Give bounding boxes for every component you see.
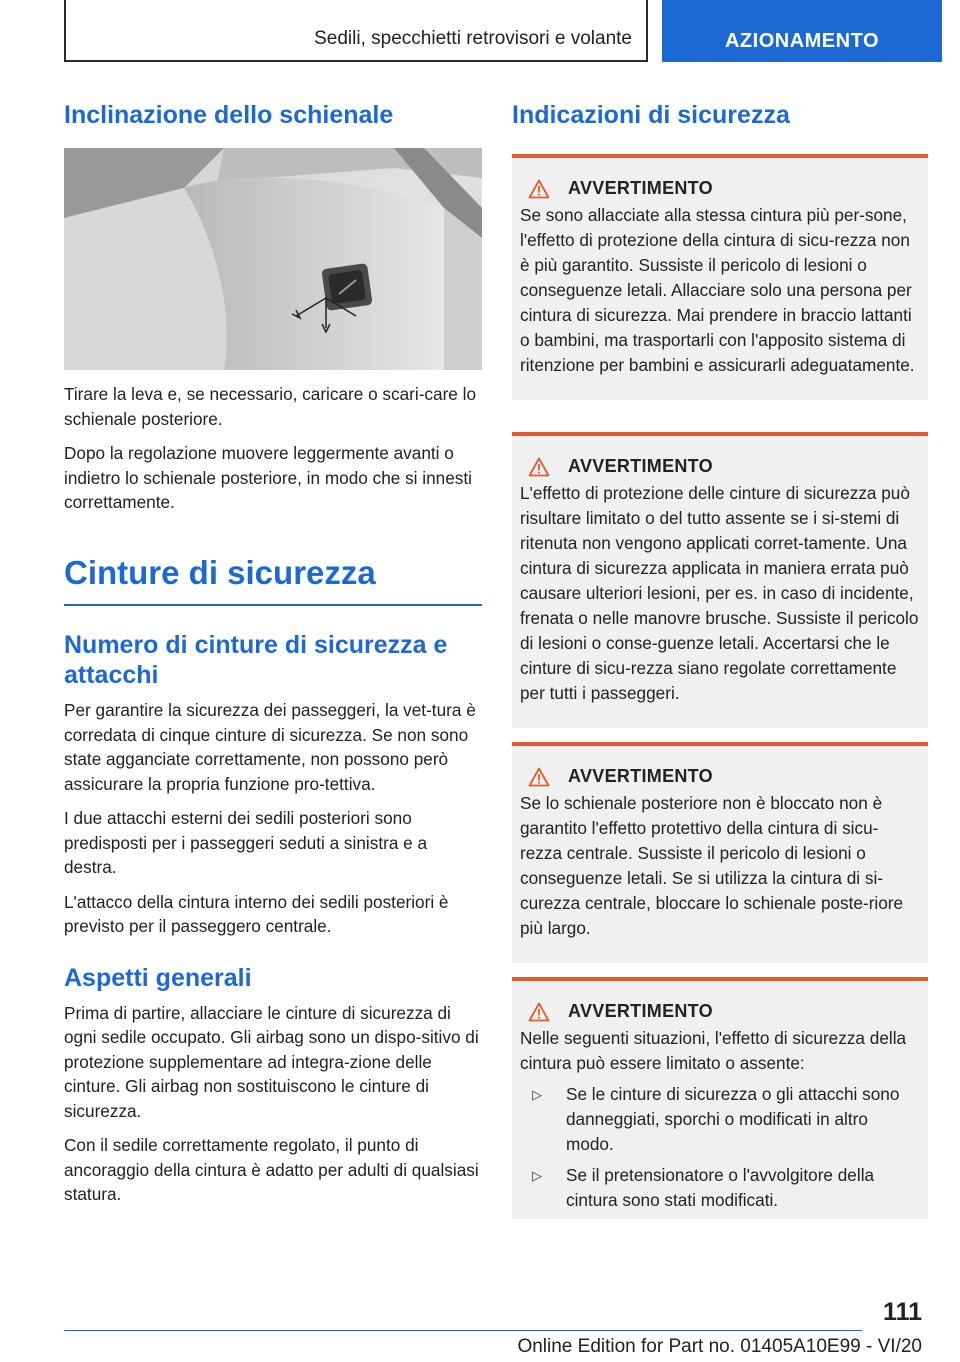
section-divider: [64, 604, 482, 606]
number-paragraph-1: Per garantire la sicurezza dei passeggeri, la vet-tura è corredata di cinque cinture di sicurezza. Se non sono state agganciate correttamente, non possono però assicurare la propria funzione pro-tettiva.: [64, 700, 476, 794]
warning-header: [520, 456, 920, 477]
list-item: [520, 1163, 920, 1213]
warning-triangle-icon: [528, 179, 550, 199]
warning-box: [512, 158, 928, 400]
warning-box: [512, 746, 928, 963]
warning-triangle-icon: [528, 457, 550, 477]
warning-text: L'effetto di protezione delle cinture di sicurezza può risultare limitato o del tutto assente se i si-stemi di ritenuta non vengono applicati corret-tamente. Una cintura di sicurezza applicata in maniera errata può causare ulteriori lesioni, per es. in caso di incidente, frenata o nelle manovre brusche. Sussiste il pericolo di lesioni o conse-guenze letali. Accertarsi che le cinture di sicu-rezza siano regolate correttamente per tutti i passeggeri.: [520, 483, 919, 703]
heading-number-of-belts: Numero di cinture di sicurezza e attacchi: [64, 631, 448, 690]
warning-header: [520, 1001, 920, 1022]
warning-title: AVVERTIMENTO: [568, 456, 713, 476]
warning-triangle-icon: [528, 1002, 550, 1022]
general-paragraph-1: Prima di partire, allacciare le cinture di sicurezza di ogni sedile occupato. Gli airbag sono un dispo-sitivo di protezione supplementare ad integra-zione delle cinture. Gli airbag non sostituiscono le cinture di sicurezza.: [64, 1002, 479, 1121]
warning-title: AVVERTIMENTO: [568, 766, 713, 786]
header-chapter-tab: [662, 0, 942, 62]
warning-triangle-icon: [528, 767, 550, 787]
page-number: 111: [883, 1298, 922, 1326]
right-column: [512, 100, 928, 1219]
left-column: [64, 100, 482, 1217]
number-paragraph-3: L'attacco della cintura interno dei sedili posteriori è previsto per il passeggero centrale.: [64, 891, 449, 937]
warning-text: Nelle seguenti situazioni, l'effetto di sicurezza della cintura può essere limitato o assente:: [520, 1028, 907, 1073]
warning-box: [512, 436, 928, 728]
general-paragraph-2: Con il sedile correttamente regolato, il punto di ancoraggio della cintura è adatto per adulti di qualsiasi statura.: [64, 1135, 479, 1205]
header-section-title: Sedili, specchietti retrovisori e volante: [314, 28, 632, 49]
list-item-text: Se il pretensionatore o l'avvolgitore della cintura sono stati modificati.: [566, 1165, 875, 1210]
footer-divider: [64, 1330, 862, 1331]
edition-note: Online Edition for Part no. 01405A10E99 - VI/20: [517, 1336, 922, 1357]
backrest-instruction-1: Tirare la leva e, se necessario, caricare o scari-care lo schienale posteriore.: [64, 384, 477, 429]
warning-text: Se lo schienale posteriore non è bloccato non è garantito l'effetto protettivo della cintura di sicu-rezza centrale. Sussiste il pericolo di lesioni o conseguenze letali. Se si utilizza la cintura di si-curezza centrale, bloccare lo schienale poste-riore più largo.: [520, 793, 904, 938]
warning-header: [520, 178, 920, 199]
bullet-triangle-icon: ▷: [532, 1168, 542, 1183]
warning-text: Se sono allacciate alla stessa cintura più per-sone, l'effetto di protezione della cintura di sicu-rezza non è più garantito. Sussiste il pericolo di lesioni o conseguenze letali. Allacciare solo una persona per cintura di sicurezza. Mai prendere in braccio lattanti o bambini, ma trasportarli con l'apposito sistema di ritenzione per bambini e assicurarli adeguatamente.: [520, 205, 915, 375]
heading-backrest-tilt: Inclinazione dello schienale: [64, 101, 394, 129]
header-section-box: [64, 0, 648, 62]
list-item: [520, 1082, 920, 1157]
bullet-triangle-icon: ▷: [532, 1087, 542, 1102]
number-paragraph-2: I due attacchi esterni dei sedili posteriori sono predisposti per i passeggeri seduti a sinistra e a destra.: [64, 808, 428, 878]
warning-box: [512, 981, 928, 1219]
warning-title: AVVERTIMENTO: [568, 1001, 713, 1021]
heading-safety-notes: Indicazioni di sicurezza: [512, 101, 790, 129]
list-item-text: Se le cinture di sicurezza o gli attacchi sono danneggiati, sporchi o modificati in altro modo.: [566, 1084, 900, 1154]
heading-general-aspects: Aspetti generali: [64, 963, 252, 992]
warning-title: AVVERTIMENTO: [568, 178, 713, 198]
rear-seat-lever-photo: [64, 148, 482, 370]
warning-header: [520, 766, 920, 787]
heading-seat-belts: Cinture di sicurezza: [64, 553, 376, 591]
chapter-tab-label: AZIONAMENTO: [724, 30, 879, 52]
backrest-instruction-2: Dopo la regolazione muovere leggermente avanti o indietro lo schienale posteriore, in modo che si innesti correttamente.: [64, 443, 472, 512]
